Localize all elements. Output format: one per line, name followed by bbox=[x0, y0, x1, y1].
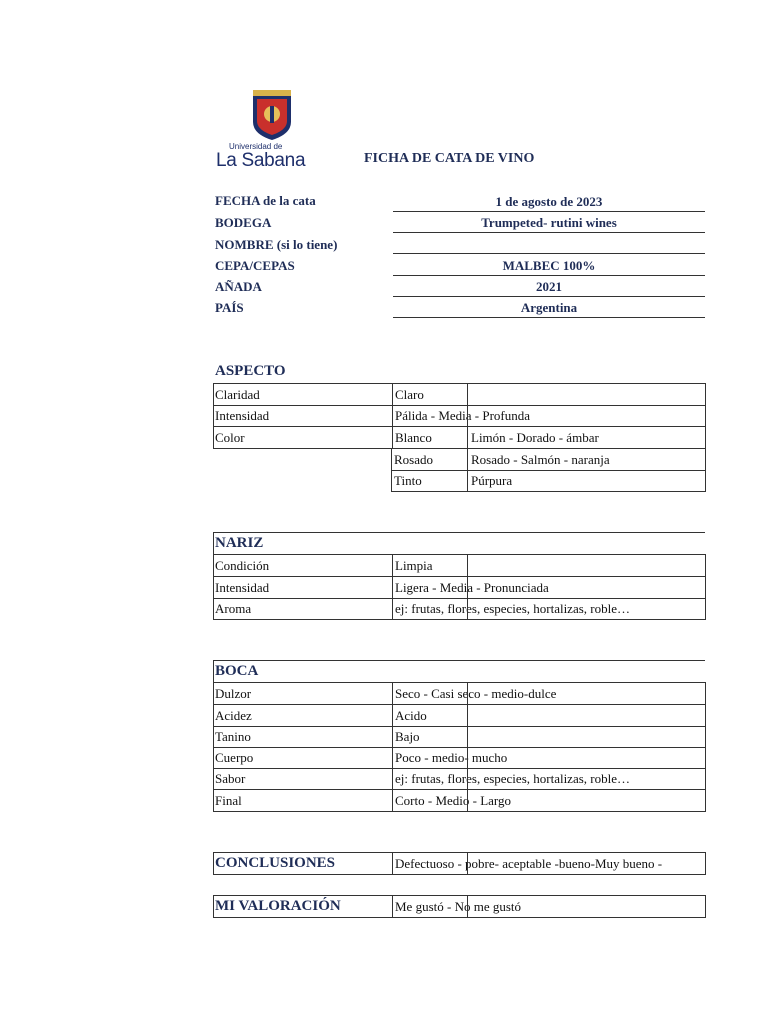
row-label: Tanino bbox=[215, 729, 251, 744]
row-label: Claridad bbox=[215, 387, 260, 402]
table-row bbox=[213, 683, 706, 705]
row-value[interactable]: Poco - medio- mucho bbox=[392, 747, 507, 768]
column-divider bbox=[467, 384, 468, 405]
column-divider bbox=[467, 705, 468, 726]
row-detail[interactable]: Rosado - Salmón - naranja bbox=[471, 452, 610, 467]
row-value[interactable]: ej: frutas, flores, especies, hortalizas, roble… bbox=[392, 768, 630, 789]
header-label-cepa: CEPA/CEPAS bbox=[215, 258, 295, 273]
row-value[interactable]: ej: frutas, flores, especies, hortalizas, roble… bbox=[392, 598, 630, 619]
header-label-fecha: FECHA de la cata bbox=[215, 193, 316, 208]
header-value-nombre[interactable] bbox=[393, 233, 705, 254]
column-divider bbox=[467, 768, 468, 789]
table-row bbox=[213, 427, 706, 449]
column-divider bbox=[467, 555, 468, 576]
row-label: Condición bbox=[215, 558, 270, 573]
row-label: Intensidad bbox=[215, 580, 270, 595]
column-divider bbox=[467, 470, 468, 491]
row-label: Color bbox=[215, 430, 245, 445]
table-row bbox=[213, 747, 706, 769]
row-value[interactable]: Rosado bbox=[394, 452, 433, 467]
logo-line1: Universidad de bbox=[229, 142, 283, 151]
row-label: Final bbox=[215, 793, 242, 808]
row-label: Acidez bbox=[215, 708, 252, 723]
valoracion-row bbox=[213, 895, 706, 918]
row-value[interactable]: Corto - Medio - Largo bbox=[392, 790, 511, 811]
section-header-row bbox=[213, 661, 706, 683]
table-row bbox=[213, 405, 706, 427]
column-divider bbox=[467, 598, 468, 619]
row-value[interactable]: Acido bbox=[392, 705, 427, 726]
header-label-nombre: NOMBRE (si lo tiene) bbox=[215, 237, 338, 252]
table-row bbox=[213, 383, 706, 406]
row-detail[interactable]: Limón - Dorado - ámbar bbox=[471, 430, 599, 445]
header-label-pais: PAÍS bbox=[215, 300, 244, 315]
section-title-nariz: NARIZ bbox=[215, 535, 264, 551]
header-label-bodega: BODEGA bbox=[215, 215, 272, 230]
column-divider bbox=[467, 405, 468, 426]
column-divider bbox=[467, 896, 468, 917]
logo-line2: La Sabana bbox=[216, 150, 306, 171]
row-label: Sabor bbox=[215, 771, 246, 786]
column-divider bbox=[467, 449, 468, 470]
section-title-boca: BOCA bbox=[215, 663, 259, 679]
section-title-aspecto: ASPECTO bbox=[215, 363, 286, 379]
row-label: Cuerpo bbox=[215, 750, 254, 765]
table-row bbox=[213, 726, 706, 748]
conclusiones-label: CONCLUSIONES bbox=[215, 855, 336, 871]
valoracion-value[interactable]: Me gustó - No me gustó bbox=[392, 896, 521, 917]
table-row bbox=[213, 705, 706, 727]
row-detail[interactable]: Púrpura bbox=[471, 473, 513, 488]
section-header-row bbox=[213, 533, 706, 555]
header-value-bodega[interactable]: Trumpeted- rutini wines bbox=[393, 212, 705, 233]
conclusiones-value[interactable]: Defectuoso - pobre- aceptable -bueno-Muy bueno - bbox=[392, 853, 662, 874]
header-value-pais[interactable]: Argentina bbox=[393, 297, 705, 318]
header-value-fecha[interactable]: 1 de agosto de 2023 bbox=[393, 191, 705, 212]
row-value[interactable]: Ligera - Media - Pronunciada bbox=[392, 577, 549, 598]
table-row bbox=[213, 577, 706, 599]
table-row bbox=[391, 470, 706, 492]
column-divider bbox=[467, 683, 468, 704]
university-logo bbox=[213, 88, 329, 170]
column-divider bbox=[467, 726, 468, 747]
column-divider bbox=[467, 790, 468, 811]
column-divider bbox=[467, 427, 468, 448]
header-value-anada[interactable]: 2021 bbox=[393, 276, 705, 297]
table-row bbox=[391, 449, 706, 471]
column-divider bbox=[467, 577, 468, 598]
table-row bbox=[213, 768, 706, 790]
row-label: Intensidad bbox=[215, 408, 270, 423]
table-row bbox=[213, 598, 706, 620]
valoracion-label: MI VALORACIÓN bbox=[215, 898, 341, 914]
row-value[interactable]: Tinto bbox=[394, 473, 422, 488]
row-label: Aroma bbox=[215, 601, 252, 616]
page-title: FICHA DE CATA DE VINO bbox=[364, 151, 535, 166]
row-value[interactable]: Pálida - Media - Profunda bbox=[392, 405, 530, 426]
header-label-anada: AÑADA bbox=[215, 279, 262, 294]
column-divider bbox=[467, 853, 468, 874]
column-divider bbox=[467, 747, 468, 768]
table-row bbox=[213, 555, 706, 577]
row-value[interactable]: Claro bbox=[392, 384, 424, 405]
table-row bbox=[213, 790, 706, 812]
conclusiones-row bbox=[213, 852, 706, 875]
header-value-cepa[interactable]: MALBEC 100% bbox=[393, 255, 705, 276]
row-label: Dulzor bbox=[215, 686, 252, 701]
row-value[interactable]: Limpia bbox=[392, 555, 433, 576]
row-value[interactable]: Bajo bbox=[392, 726, 420, 747]
row-value[interactable]: Blanco bbox=[392, 427, 432, 448]
row-value[interactable]: Seco - Casi seco - medio-dulce bbox=[392, 683, 556, 704]
